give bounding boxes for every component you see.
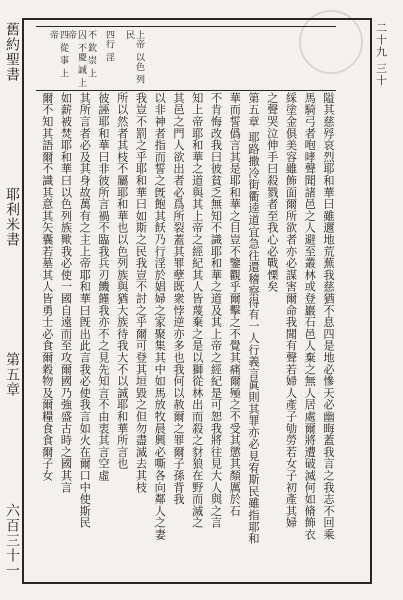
text-column: 綵塗金俱美容雖飾面爾所欲者亦必謀害爾命我聞有聲若婦人產子劬勞若女子初產其婦: [284, 92, 298, 529]
text-column: 其所言者必及其身故萬有之主上帝耶和華曰旣出此言我必使我言如火在爾口中使斯民: [78, 92, 92, 529]
gloss-3: 不 欽 崇 上: [86, 30, 96, 79]
book-title: 舊約聖書: [4, 22, 20, 82]
text-column: 彼誣耶和華曰非彼所言禍不臨我兵刃饑饉我亦不之見先知言不由衷其言空虛: [97, 92, 110, 482]
gloss-4: 囚 不慶 誠 上帝: [66, 30, 86, 88]
book-name: 耶利米書: [4, 187, 20, 247]
text-column: 所以然者其枝不屬耶和華也以色列族與猶大族待我大不以誠耶和華所言也: [115, 92, 129, 470]
right-margin: [375, 22, 397, 578]
body-text: [36, 92, 336, 580]
gloss-area: [46, 30, 144, 90]
text-column: 以非神者指而誓之旣飽其飫乃行淫於娼婦之家聚集其中如馬放牧晨興必嘶各向鄰人之妻: [153, 92, 167, 541]
text-column: 之聲哭泣伸手曰殺戮者至我心必戰慄矣: [265, 92, 279, 293]
text-column: 如薪被焚耶和華曰以色列族歟我必使一國自遠而至攻爾國乃強盛古時之國其言: [59, 92, 73, 494]
gloss-5: 四 從 事 上 帝: [48, 30, 68, 79]
text-column: 華而誓僞言其是耶和華之目豈不鑒觀乎爾擊之不覺其痛爾殛之不受其懲其顏厲於石: [228, 92, 242, 517]
left-margin: [2, 22, 22, 578]
text-column: 爾不知其語爾不識其意其矢囊若墓其人皆勇士必食爾穀物及爾糧食食爾子女: [40, 92, 54, 482]
text-column: 馬騎弓者咆哮聲聞諸邑之人避至叢林或登巖石邑人棄之無人居處爾將遭破滅何如脩飾衣: [303, 92, 317, 541]
text-column: 不肯悔改我曰彼貧乏無知不識耶和華之道及其上帝之經紀是可恕我將往見大人與之言: [209, 92, 223, 529]
text-column: 第五章 耶路撒冷街衢逵道宜急往還稽察得有一人行義言眞則其罪亦必見宥斯民雖指耶和: [247, 92, 260, 545]
text-column: 其邑之門人欲出者必爲所裂蓋其罪孽既衆悖逆亦多也我何以赦爾之罪爾子孫背我: [172, 92, 185, 505]
text-column: 隘其慈殍哀烈耶和華曰雖邇地荒蕪我慈猶不息四是地必慘天必幽晦蓋我言之我志不回乘: [322, 92, 335, 541]
page-number: 六百三十一: [4, 503, 20, 578]
verse-numbers: 二十九 三十: [374, 22, 388, 87]
header-divider: [36, 90, 336, 91]
text-column: 我豈不罰之乎耶和華曰如斯之民我豈不討之乎爾可登其垣毀之但勿盡滅去其枝: [134, 92, 148, 494]
top-rule: [36, 26, 336, 27]
gloss-1: 上帝 以色 列民: [124, 30, 144, 85]
chapter-label: 第五章: [4, 352, 20, 397]
text-column: 知上帝耶和華之道與其上帝之經紀其人皆蔑棄之是以獅從林出而殺之豺狼在野而滅之: [190, 92, 204, 529]
gloss-2: 四行 淫: [104, 30, 114, 62]
